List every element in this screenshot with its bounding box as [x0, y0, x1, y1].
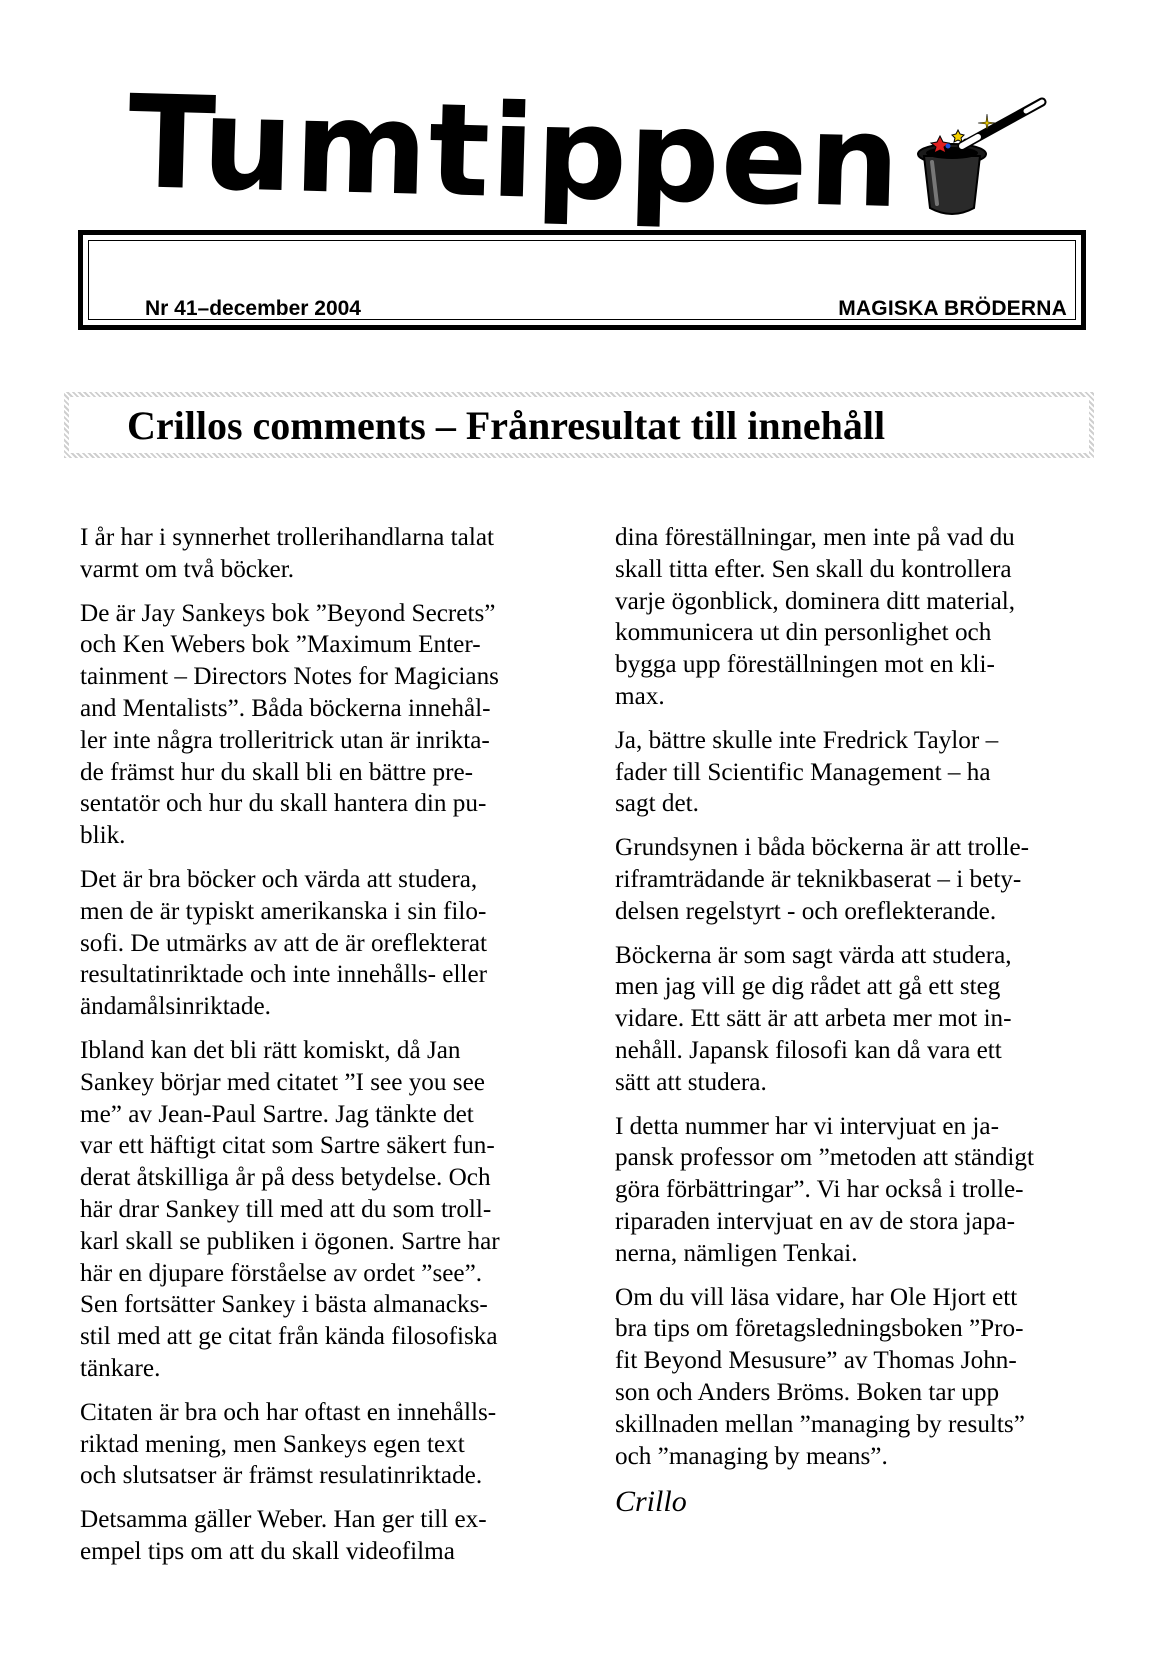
paragraph-line: nehåll. Japansk filosofi kan då vara ett — [615, 1036, 1002, 1064]
paragraph-line: Detsamma gäller Weber. Han ger till ex- — [80, 1506, 487, 1534]
article-paragraph — [80, 1504, 550, 1568]
issue-number: Nr 41–december 2004 — [145, 297, 361, 320]
paragraph-line: riktad mening, men Sankeys egen text — [80, 1430, 465, 1458]
paragraph-line: sagt det. — [615, 790, 699, 818]
paragraph-line: bra tips om företagsledningsboken ”Pro- — [615, 1315, 1024, 1343]
paragraph-line: men de är typiskt amerikanska i sin filo- — [80, 897, 487, 925]
paragraph-line: max. — [615, 682, 665, 710]
paragraph-line: I år har i synnerhet trollerihandlarna talat — [80, 524, 495, 551]
paragraph-line: skillnaden mellan ”managing by results” — [615, 1410, 1025, 1438]
article-paragraph — [80, 522, 550, 586]
paragraph-line: Sankey börjar med citatet ”I see you see — [80, 1068, 485, 1096]
paragraph-line: derat åtskilliga år på dess betydelse. Och — [80, 1164, 491, 1192]
article-column-right — [615, 522, 1085, 1520]
headline-frame — [64, 392, 1094, 458]
article-column-left — [80, 522, 550, 1580]
article-paragraph — [615, 1111, 1085, 1270]
paragraph-line: Ibland kan det bli rätt komiskt, då Jan — [80, 1036, 461, 1064]
issue-banner — [78, 230, 1086, 330]
paragraph-line: men jag vill ge dig rådet att gå ett steg — [615, 973, 1001, 1001]
paragraph-line: De är Jay Sankeys bok ”Beyond Secrets” — [80, 599, 496, 627]
paragraph-line: tainment – Directors Notes for Magicians — [80, 663, 499, 691]
paragraph-line: vidare. Ett sätt är att arbeta mer mot in- — [615, 1005, 1012, 1033]
paragraph-line: bygga upp föreställningen mot en kli- — [615, 651, 995, 679]
paragraph-line: var ett häftigt citat som Sartre säkert fun- — [80, 1132, 495, 1160]
paragraph-line: dina föreställningar, men inte på vad du — [615, 524, 1015, 551]
paragraph-line: Böckerna är som sagt värda att studera, — [615, 941, 1012, 969]
paragraph-line: varje ögonblick, dominera ditt material, — [615, 587, 1016, 615]
paragraph-line: Sen fortsätter Sankey i bästa almanacks- — [80, 1291, 488, 1319]
paragraph-line: empel tips om att du skall videofilma — [80, 1537, 455, 1565]
paragraph-line: ler inte några trolleritrick utan är inrikta- — [80, 726, 490, 754]
paragraph-line: fader till Scientific Management – ha — [615, 758, 991, 786]
article-paragraph — [615, 940, 1085, 1099]
article-paragraph — [80, 864, 550, 1023]
paragraph-line: blik. — [80, 822, 126, 850]
paragraph-line: riframträdande är teknikbaserat – i bety- — [615, 865, 1022, 893]
paragraph-line: och Ken Webers bok ”Maximum Enter- — [80, 631, 481, 659]
masthead-title: Tumtippen — [126, 68, 903, 238]
paragraph-line: skall titta efter. Sen skall du kontrollera — [615, 555, 1012, 583]
article-paragraph — [615, 725, 1085, 820]
paragraph-line: pansk professor om ”metoden att ständigt — [615, 1144, 1035, 1172]
paragraph-line: göra förbättringar”. Vi har också i trolle- — [615, 1176, 1024, 1204]
paragraph-line: ändamålsinriktade. — [80, 993, 271, 1021]
paragraph-line: här en djupare förståelse av ordet ”see”. — [80, 1259, 483, 1287]
paragraph-line: me” av Jean-Paul Sartre. Jag tänkte det — [80, 1100, 474, 1128]
paragraph-line: sofi. De utmärks av att de är oreflekterat — [80, 929, 488, 957]
paragraph-line: och ”managing by means”. — [615, 1442, 888, 1470]
paragraph-line: de främst hur du skall bli en bättre pre- — [80, 758, 474, 786]
paragraph-line: Citaten är bra och har oftast en innehålls- — [80, 1398, 497, 1426]
paragraph-line: Grundsynen i båda böckerna är att trolle- — [615, 834, 1030, 862]
paragraph-line: Om du vill läsa vidare, har Ole Hjort ett — [615, 1283, 1018, 1311]
paragraph-line: resultatinriktade och inte innehålls- eller — [80, 961, 488, 989]
article-paragraph — [80, 1035, 550, 1385]
publisher-name: MAGISKA BRÖDERNA — [838, 297, 1067, 320]
article-paragraph — [615, 522, 1085, 713]
paragraph-line: stil med att ge citat från kända filosofiska — [80, 1323, 498, 1351]
magic-hat-wand-icon — [900, 96, 1060, 221]
paragraph-line: här drar Sankey till med att du som troll- — [80, 1195, 492, 1223]
paragraph-line: Det är bra böcker och värda att studera, — [80, 865, 478, 893]
article-paragraph — [615, 832, 1085, 927]
paragraph-line: nerna, nämligen Tenkai. — [615, 1239, 858, 1267]
article-paragraph — [615, 1282, 1085, 1473]
article-headline: Crillos comments – Frånresultat till innehåll — [127, 403, 886, 448]
paragraph-line: karl skall se publiken i ögonen. Sartre har — [80, 1227, 500, 1255]
paragraph-line: sentatör och hur du skall hantera din pu- — [80, 790, 487, 818]
paragraph-line: riparaden intervjuat en av de stora japa- — [615, 1207, 1016, 1235]
paragraph-line: kommunicera ut din personlighet och — [615, 619, 992, 647]
paragraph-line: tänkare. — [80, 1354, 161, 1382]
paragraph-line: and Mentalists”. Båda böckerna innehål- — [80, 694, 491, 722]
paragraph-line: varmt om två böcker. — [80, 555, 295, 583]
article-paragraph — [80, 1397, 550, 1492]
paragraph-line: I detta nummer har vi intervjuat en ja- — [615, 1112, 999, 1140]
article-paragraph — [80, 598, 550, 852]
paragraph-line: och slutsatser är främst resulatinriktade. — [80, 1462, 483, 1490]
paragraph-line: sätt att studera. — [615, 1068, 767, 1096]
issue-banner-inner-border — [88, 240, 1076, 320]
paragraph-line: delsen regelstyrt - och oreflekterande. — [615, 897, 997, 925]
author-signature: Crillo — [615, 1485, 687, 1519]
paragraph-line: fit Beyond Mesusure” av Thomas John- — [615, 1347, 1017, 1375]
paragraph-line: Ja, bättre skulle inte Fredrick Taylor – — [615, 726, 999, 754]
paragraph-line: son och Anders Bröms. Boken tar upp — [615, 1378, 1000, 1406]
